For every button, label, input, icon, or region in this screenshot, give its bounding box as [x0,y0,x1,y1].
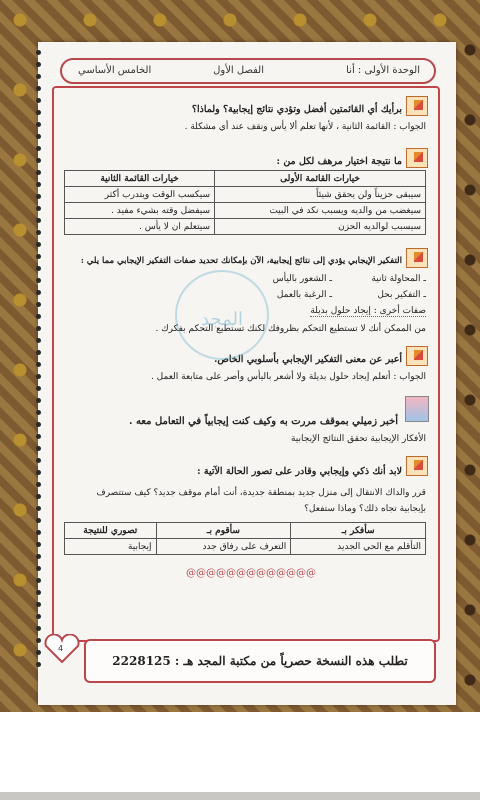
worksheet-content [56,90,432,638]
table-header: سأقوم بـ [156,523,291,539]
table-cell: سيفضل وقته بشيء مفيد . [65,203,215,219]
table-row [65,203,426,219]
table-cell: سيتعلم ان لا يأس . [65,219,215,235]
table-header: سأفكر بـ [291,523,426,539]
students-icon [405,396,429,422]
footer-banner: تطلب هذه النسخة حصرياً من مكتبة المجد هـ : 2228125 [84,639,436,683]
pencil-icon [406,96,428,116]
table-cell: سيسبب لوالديه الحزن [215,219,426,235]
table-row [65,539,426,555]
q3-option: ـ الشعور باليأس [272,274,332,284]
pencil-icon [406,248,428,268]
q6-prompt: قرر والداك الانتقال إلى منزل جديد بمنطقة جديدة، أنت أمام موقف جديد؟ كيف ستتصرف [96,488,426,498]
unit-label: الوحدة الأولى : أنا [346,65,420,76]
table-cell: التعرف على رفاق جدد [156,539,291,555]
scenario-table [64,522,426,555]
decorative-marks: @@@@@@@@@@@@@ [186,568,316,579]
chapter-label: الفصل الأول [213,65,264,76]
page-number: 4 [58,644,64,653]
table-cell: التأقلم مع الحي الجديد [291,539,426,555]
q3-option: ـ التفكير بحل [377,290,426,300]
q4-answer: الجواب : أتعلم إيجاد حلول بديلة ولا أشعر باليأس وأصر على متابعة العمل . [150,372,426,382]
table-cell: سيبقى حزيناً ولن يحقق شيئاً [215,187,426,203]
watermark-logo [175,270,269,360]
page-header [60,58,436,84]
pencil-icon [406,456,428,476]
results-table [64,170,426,235]
next-photo-edge [0,792,480,800]
q1-question: برأيك أي القائمتين أفضل وتؤدي نتائج إيجابية؟ ولماذا؟ [191,104,402,115]
q6-prompt: بإيجابية تجاه ذلك؟ وماذا ستفعل؟ [304,504,426,514]
table-cell: سيغضب من والديه ويسبب نكد في البيت [215,203,426,219]
q3-other: صفات أخرى : إيجاد حلول بديلة [310,306,426,316]
table-cell: إيجابية [65,539,157,555]
q4-question: أعبر عن معنى التفكير الإيجابي بأسلوبي الخاص. [214,354,402,365]
q3-question: التفكير الإيجابي يؤدي إلى نتائج إيجابية، الآن بإمكانك تحديد صفات التفكير الإيجابي مما يلي : [80,256,402,266]
q2-question: ما نتيجة اختيار مرهف لكل من : [276,156,402,167]
grade-label: الخامس الأساسي [78,65,152,76]
table-header: تصوري للنتيجة [65,523,157,539]
q3-option: ـ المحاولة ثانية [371,274,426,284]
q5-question: أخبر زميلي بموقف مررت به وكيف كنت إيجابياً في التعامل معه . [128,416,398,427]
pencil-icon [406,346,428,366]
watermark-text: المجد [201,309,243,330]
table-header: خيارات القائمة الثانية [65,171,215,187]
table-row [65,187,426,203]
pencil-icon [406,148,428,168]
q3-option: ـ الرغبة بالعمل [276,290,332,300]
q5-answer: الأفكار الإيجابية تحقق النتائج الإيجابية [290,434,426,444]
table-cell: سيكسب الوقت ويتدرب أكثر [65,187,215,203]
spiral-binding [36,50,42,690]
table-row [65,219,426,235]
q3-note: من الممكن أنك لا تستطيع التحكم بظروفك لكنك تستطيع التحكم بفكرك . [155,324,426,334]
table-header: خيارات القائمة الأولى [215,171,426,187]
q1-answer: الجواب : القائمة الثانية ، لأنها تعلم ألا يأس ونقف عند أي مشكلة . [184,122,426,132]
q6-question: لابد أنك ذكي وإيجابي وقادر على تصور الحالة الآتية : [197,466,402,477]
